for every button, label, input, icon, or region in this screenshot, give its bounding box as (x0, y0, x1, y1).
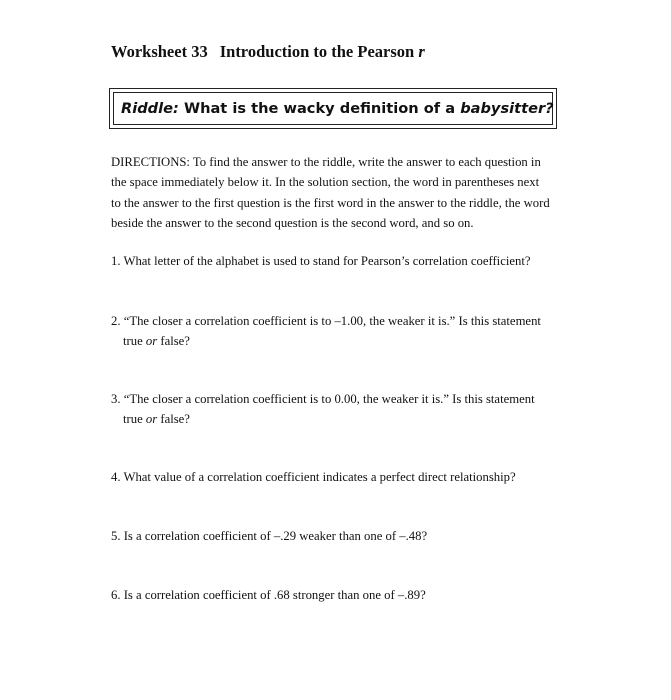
riddle-question-end: babysitter? (460, 100, 554, 117)
option-or: or (145, 412, 158, 427)
option-false: false? (160, 334, 190, 349)
question-6 (111, 585, 426, 605)
directions-line: the space immediately below it. In the solution section, the word in parentheses next (111, 175, 540, 190)
worksheet-number: Worksheet 33 (111, 42, 208, 61)
directions-line: DIRECTIONS: To find the answer to the riddle, write the answer to each question in (111, 155, 541, 169)
option-or: or (145, 334, 158, 349)
question-text: What value of a correlation coefficient indicates a perfect direct relationship? (123, 470, 516, 484)
option-true: true (123, 412, 143, 427)
worksheet-title-text: Introduction to the Pearson (219, 42, 415, 61)
question-number: 5. (111, 529, 121, 543)
question-3 (111, 389, 535, 430)
question-number: 3. (111, 392, 121, 406)
pearson-r-symbol: r (418, 42, 425, 61)
riddle-box-inner (113, 92, 553, 125)
directions-line: beside the answer to the second question is the second word, and so on. (111, 215, 474, 230)
directions-line: to the answer to the first question is the first word in the answer to the riddle, the word (111, 195, 550, 210)
riddle-box (109, 88, 557, 129)
question-2 (111, 311, 541, 352)
question-number: 6. (111, 588, 121, 602)
question-text: “The closer a correlation coefficient is to –1.00, the weaker it is.” Is this statement (123, 314, 541, 328)
riddle-question: What is the wacky definition of a (183, 100, 456, 117)
question-5 (111, 526, 427, 546)
option-false: false? (160, 412, 190, 427)
question-4 (111, 467, 516, 487)
riddle-label: Riddle: (121, 100, 179, 117)
option-true: true (123, 334, 143, 349)
question-text: Is a correlation coefficient of .68 stronger than one of –.89? (123, 588, 426, 602)
riddle-text (121, 100, 554, 117)
directions-paragraph (111, 152, 571, 233)
question-continuation (111, 331, 541, 351)
question-text: What letter of the alphabet is used to stand for Pearson’s correlation coefficient? (123, 254, 531, 268)
worksheet-title (111, 42, 425, 62)
question-text: Is a correlation coefficient of –.29 weaker than one of –.48? (123, 529, 428, 543)
question-1 (111, 251, 531, 271)
question-number: 1. (111, 254, 121, 268)
question-continuation (111, 409, 535, 429)
question-number: 2. (111, 314, 121, 328)
question-number: 4. (111, 470, 121, 484)
question-text: “The closer a correlation coefficient is to 0.00, the weaker it is.” Is this statement (123, 392, 535, 406)
